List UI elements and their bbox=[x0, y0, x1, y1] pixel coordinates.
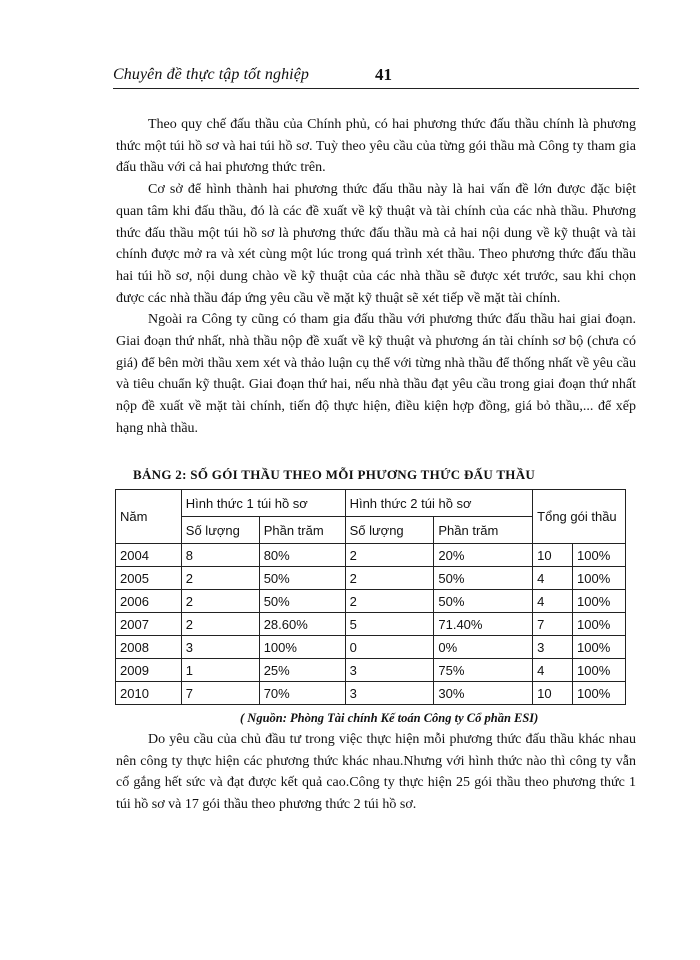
cell-total: 4 bbox=[533, 659, 573, 682]
cell-total: 4 bbox=[533, 590, 573, 613]
cell-q2: 2 bbox=[345, 567, 434, 590]
cell-p1: 100% bbox=[259, 636, 345, 659]
subheader-so-luong-1: Số lượng bbox=[181, 517, 259, 544]
cell-p1: 80% bbox=[259, 544, 345, 567]
cell-p2: 50% bbox=[434, 567, 533, 590]
table-row bbox=[116, 659, 626, 682]
cell-p2: 75% bbox=[434, 659, 533, 682]
paragraph-4: Do yêu cầu của chủ đầu tư trong việc thực hiện mỗi phương thức đấu thầu khác nhau nên công ty thực hiện các phương thức khác nhau.Nhưng với hình thức nào thì công ty vẫn cố gắng hết sức và đạt được kết quả cao.Công ty thực hiện 25 gói thầu theo phương thức 1 túi hồ sơ và 17 gói thầu theo phương thức 2 túi hồ sơ. bbox=[116, 732, 636, 813]
bidding-table bbox=[115, 489, 626, 705]
cell-q1: 2 bbox=[181, 590, 259, 613]
cell-p1: 50% bbox=[259, 567, 345, 590]
cell-year: 2006 bbox=[116, 590, 182, 613]
cell-p1: 70% bbox=[259, 682, 345, 705]
page-number: 41 bbox=[375, 65, 392, 84]
body-text-top bbox=[116, 114, 636, 440]
paragraph-1: Theo quy chế đấu thầu của Chính phủ, có hai phương thức đấu thầu chính là phương thức một túi hồ sơ và hai túi hồ sơ. Tuỳ theo yêu cầu của từng gói thầu mà Công ty tham gia đấu thầu với cả hai phương thức trên. bbox=[116, 117, 636, 176]
table-row bbox=[116, 682, 626, 705]
cell-p1: 25% bbox=[259, 659, 345, 682]
cell-q2: 5 bbox=[345, 613, 434, 636]
cell-q1: 1 bbox=[181, 659, 259, 682]
cell-year: 2009 bbox=[116, 659, 182, 682]
cell-q1: 2 bbox=[181, 613, 259, 636]
subheader-phan-tram-1: Phần trăm bbox=[259, 517, 345, 544]
body-text-bottom bbox=[116, 729, 636, 816]
cell-q2: 0 bbox=[345, 636, 434, 659]
cell-year: 2004 bbox=[116, 544, 182, 567]
cell-q1: 8 bbox=[181, 544, 259, 567]
cell-total: 3 bbox=[533, 636, 573, 659]
header-title: Chuyên đề thực tập tốt nghiệp bbox=[113, 66, 310, 83]
cell-p2: 30% bbox=[434, 682, 533, 705]
cell-q2: 3 bbox=[345, 682, 434, 705]
paragraph-3: Ngoài ra Công ty cũng có tham gia đấu thầu với phương thức đấu thầu hai giai đoạn. Giai đoạn thứ nhất, nhà thầu nộp đề xuất về kỹ thuật và phương án tài chính sơ bộ (chưa có giá) để bên mời thầu xem xét và thảo luận cụ thể với từng nhà thầu để thống nhất về yêu cầu và tiêu chuẩn kỹ thuật. Giai đoạn thứ hai, nếu nhà thầu đạt yêu cầu trong giai đoạn thứ nhất nộp đề xuất về mặt tài chính, tiến độ thực hiện, điều kiện hợp đồng, giá bỏ thầu,... để xếp hạng nhà thầu. bbox=[116, 312, 636, 436]
cell-tp: 100% bbox=[573, 659, 626, 682]
cell-q2: 3 bbox=[345, 659, 434, 682]
cell-year: 2005 bbox=[116, 567, 182, 590]
cell-tp: 100% bbox=[573, 613, 626, 636]
table-row bbox=[116, 544, 626, 567]
table-header-row bbox=[116, 490, 626, 517]
cell-total: 10 bbox=[533, 544, 573, 567]
cell-q2: 2 bbox=[345, 544, 434, 567]
cell-p2: 71.40% bbox=[434, 613, 533, 636]
table-source: ( Nguồn: Phòng Tài chính Kế toán Công ty Cổ phần ESI) bbox=[240, 711, 539, 725]
table-title: BẢNG 2: SỐ GÓI THẦU THEO MỖI PHƯƠNG THỨC ĐẤU THẦU bbox=[133, 467, 536, 482]
cell-year: 2008 bbox=[116, 636, 182, 659]
cell-tp: 100% bbox=[573, 682, 626, 705]
table-row bbox=[116, 636, 626, 659]
table-row bbox=[116, 590, 626, 613]
paragraph-2: Cơ sở để hình thành hai phương thức đấu thầu này là hai vấn đề lớn được đặc biệt quan tâm khi đấu thầu, đó là các đề xuất về kỹ thuật và tài chính của các nhà thầu. Phương thức đấu thầu một túi hồ sơ là phương thức đấu thầu mà cả hai nội dung về kỹ thuật và tài chính được mở ra và xét cùng một lúc trong quá trình xét thầu. Theo phương thức đấu thầu hai túi hồ sơ, nội dung chào về kỹ thuật của các nhà thầu sẽ được xét trước, sau khi chọn được các nhà thầu đáp ứng yêu cầu về mặt kỹ thuật sẽ xét tiếp về mặt tài chính. bbox=[116, 182, 636, 306]
cell-p2: 50% bbox=[434, 590, 533, 613]
cell-q1: 7 bbox=[181, 682, 259, 705]
header-group-2: Hình thức 2 túi hồ sơ bbox=[345, 490, 533, 517]
cell-q2: 2 bbox=[345, 590, 434, 613]
cell-year: 2010 bbox=[116, 682, 182, 705]
table-row bbox=[116, 613, 626, 636]
cell-tp: 100% bbox=[573, 567, 626, 590]
cell-tp: 100% bbox=[573, 544, 626, 567]
cell-p2: 20% bbox=[434, 544, 533, 567]
header-group-1: Hình thức 1 túi hồ sơ bbox=[181, 490, 345, 517]
subheader-so-luong-2: Số lượng bbox=[345, 517, 434, 544]
cell-q1: 3 bbox=[181, 636, 259, 659]
header-nam: Năm bbox=[116, 490, 182, 544]
cell-tp: 100% bbox=[573, 636, 626, 659]
page-header bbox=[113, 60, 639, 89]
cell-p2: 0% bbox=[434, 636, 533, 659]
header-tong: Tổng gói thầu bbox=[533, 490, 626, 544]
table-body bbox=[116, 544, 626, 705]
cell-total: 10 bbox=[533, 682, 573, 705]
cell-year: 2007 bbox=[116, 613, 182, 636]
cell-tp: 100% bbox=[573, 590, 626, 613]
cell-p1: 50% bbox=[259, 590, 345, 613]
table-row bbox=[116, 567, 626, 590]
cell-total: 7 bbox=[533, 613, 573, 636]
cell-q1: 2 bbox=[181, 567, 259, 590]
cell-p1: 28.60% bbox=[259, 613, 345, 636]
subheader-phan-tram-2: Phần trăm bbox=[434, 517, 533, 544]
cell-total: 4 bbox=[533, 567, 573, 590]
